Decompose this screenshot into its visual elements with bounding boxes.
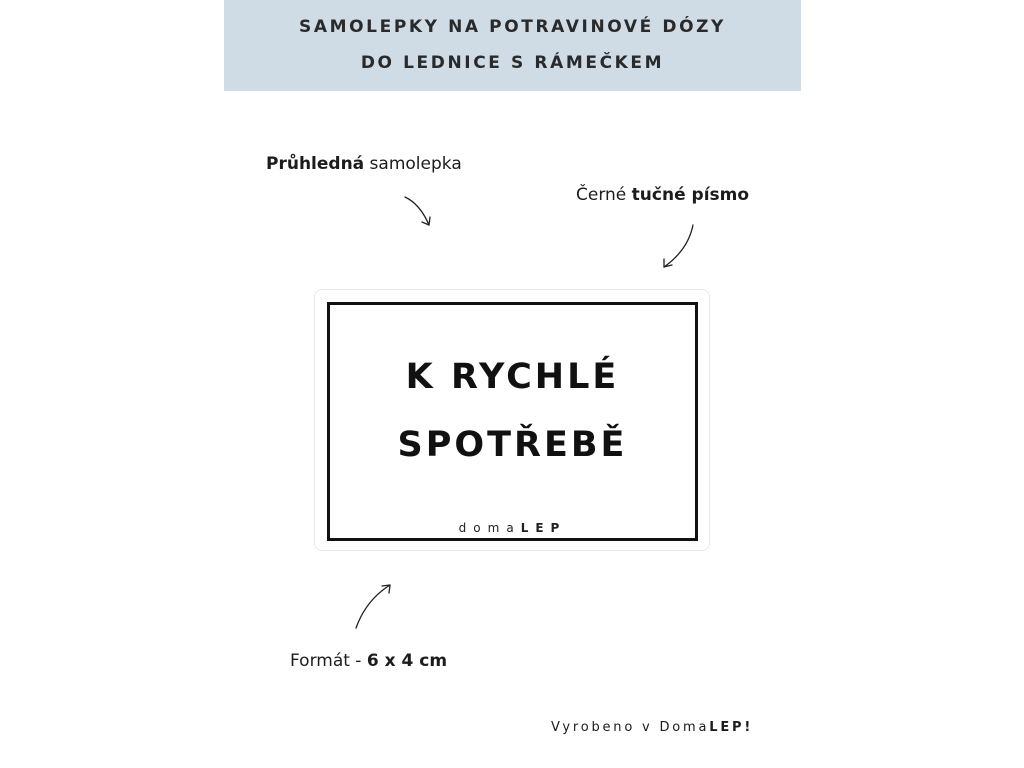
footer-bold: LEP! — [709, 720, 754, 735]
footer-text: Vyrobeno v Doma — [551, 720, 710, 735]
sticker-frame — [327, 302, 698, 541]
title-banner — [224, 0, 801, 91]
sticker-preview — [314, 289, 710, 551]
callout-font-text: Černé — [576, 185, 632, 205]
footer-made-by — [551, 720, 753, 735]
arrow-down-left-icon — [655, 220, 705, 275]
arrow-up-right-icon — [350, 578, 400, 633]
sticker-brand-light: doma — [458, 521, 521, 535]
callout-transparent-text: samolepka — [364, 154, 462, 174]
sticker-brand-bold: LEP — [520, 521, 567, 535]
banner-title-line-2: DO LEDNICE S RÁMEČKEM — [360, 53, 665, 73]
sticker-text-line-1: K RYCHLÉ — [405, 357, 620, 397]
callout-format — [290, 651, 447, 671]
sticker-text-line-2: SPOTŘEBĚ — [397, 425, 628, 465]
callout-font-bold: tučné písmo — [631, 185, 750, 205]
callout-format-bold: 6 x 4 cm — [366, 651, 448, 671]
callout-black-bold-font — [576, 185, 749, 205]
sticker-brand-logo — [330, 521, 695, 535]
callout-transparent-bold: Průhledná — [266, 154, 365, 174]
banner-title-line-1: SAMOLEPKY NA POTRAVINOVÉ DÓZY — [299, 17, 726, 37]
callout-transparent-sticker — [266, 154, 462, 174]
callout-format-text: Formát - — [290, 651, 367, 671]
arrow-down-right-icon — [400, 192, 440, 232]
